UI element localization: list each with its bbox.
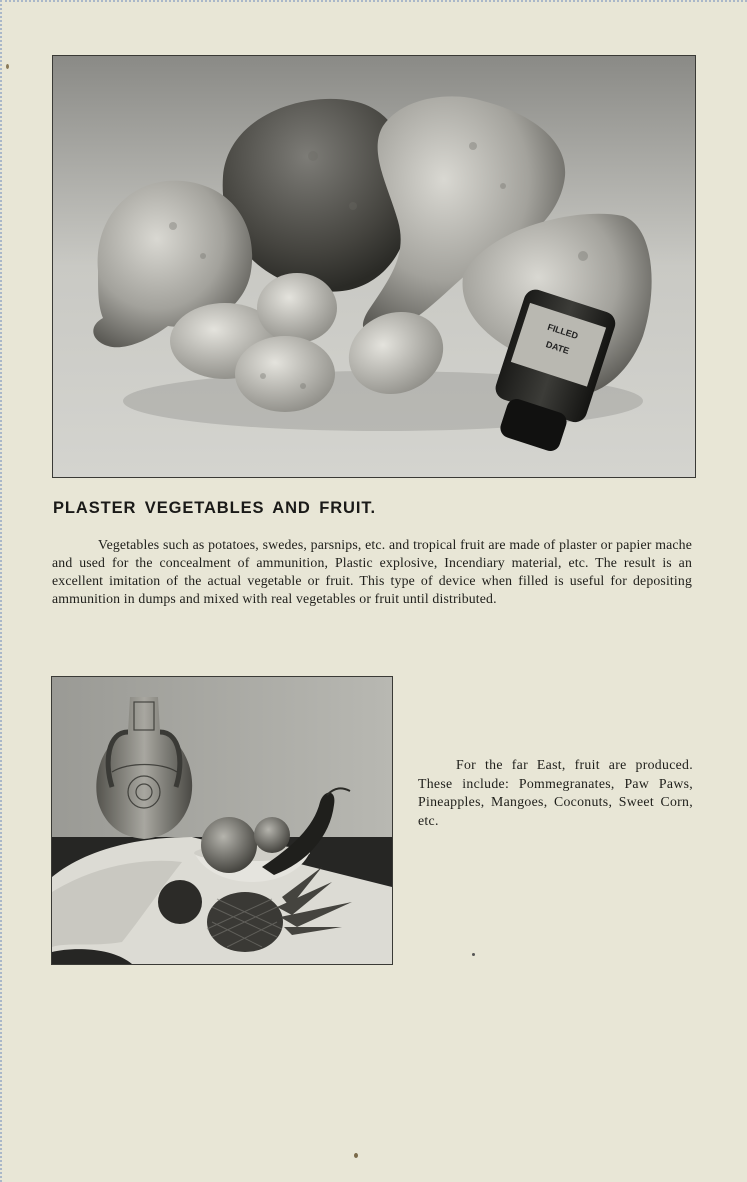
svg-text:DATE: DATE [544, 339, 571, 357]
print-speck [6, 64, 9, 69]
jar-label-text: FILLED [546, 321, 580, 342]
description-paragraph: Vegetables such as potatoes, swedes, parsnips, etc. and tropical fruit are made of plaster or papier mache and used for the concealment of ammunition, Plastic explosive, Incendiary material, etc. The result is an excellent imitation of the actual vegetable or fruit. This type of device when filled is useful for depositing ammunition in dumps and mixed with real vegetables or fruit until distributed. [52, 537, 692, 606]
plaster-vegetables-photo [52, 55, 696, 478]
print-speck [354, 1153, 358, 1158]
tropical-fruit-photo [51, 676, 393, 965]
print-speck [472, 953, 475, 956]
section-heading: PLASTER VEGETABLES AND FRUIT. [53, 499, 376, 517]
tropical-fruit-caption: For the far East, fruit are produced. These include: Pommegranates, Paw Paws, Pineapples, Mangoes, Coconuts, Sweet Corn, etc. [418, 757, 693, 828]
